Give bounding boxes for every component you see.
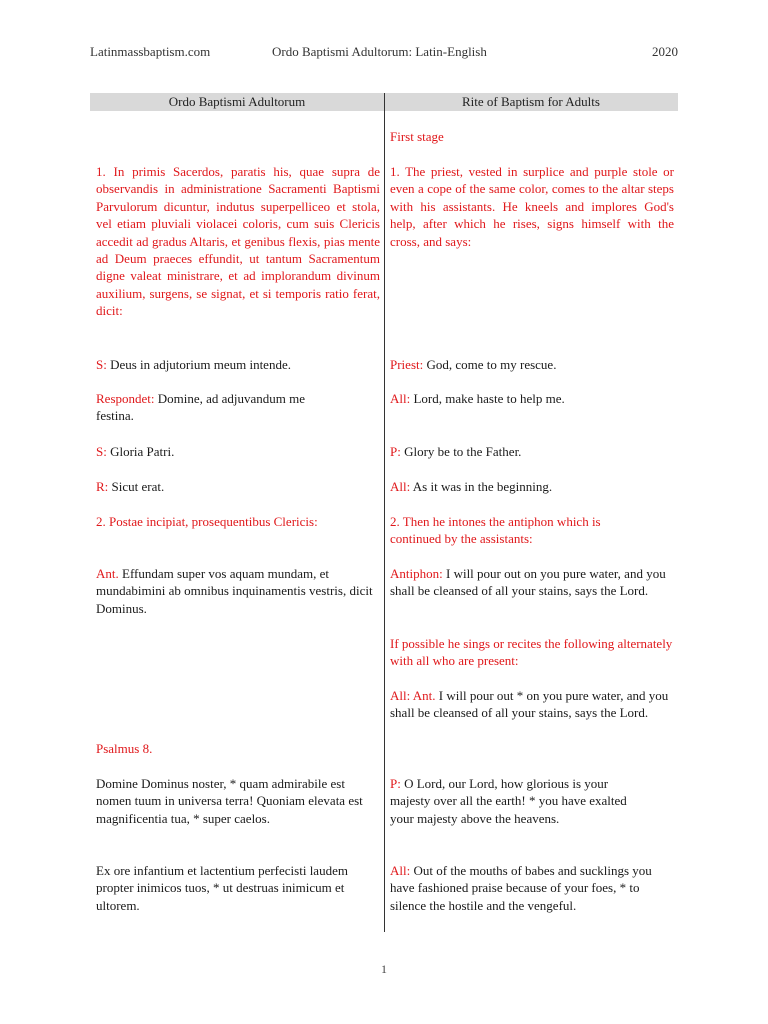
right-antiphon-repeat [390, 687, 674, 722]
verse-text: Sicut erat. [108, 479, 165, 494]
speaker-label: P: [390, 444, 401, 459]
verse-text: I will pour out on you pure water, and you shall be cleansed of all your stains, says the Lord. [390, 566, 666, 599]
speaker-label: All: [390, 863, 411, 878]
right-rubric-1: 1. The priest, vested in surplice and purple stole or even a cope of the same color, comes to the altar steps with his assistants. He kneels and implores God's help, after which he rises, signs himself with the cross, and says: [390, 164, 674, 249]
speaker-label: All: [390, 391, 411, 406]
verse-text: Effundam super vos aquam mundam, et mundabimini ab omnibus inquinamentis vestris, dicit Dominus. [96, 566, 373, 616]
column-header-latin: Ordo Baptismi Adultorum [168, 94, 306, 109]
verse-text: O Lord, our Lord, how glorious is your majesty over all the earth! * you have exalted your majesty above the heavens. [390, 776, 627, 826]
left-antiphon [96, 565, 380, 617]
right-psalm-verse-1 [390, 775, 650, 827]
left-rubric-1: 1. In primis Sacerdos, paratis his, quae supra de observandis in administratione Sacramenti Baptismi Parvulorum dicuntur, indutus superpelliceo et stola, vel etiam pluviali violacei coloris, cum suis Clericis accedit ad gradus Altaris, et genibus flexis, pias mente ad Deum praeces effundit, ut tantum Sacramentum digne valeat ministrare, et ad implorandum divinum auxilium, surgens, se signat, et si temporis ratio ferat, dicit: [96, 164, 380, 319]
verse-text: Lord, make haste to help me. [410, 391, 565, 406]
column-divider [384, 93, 385, 932]
verse-text: God, come to my rescue. [423, 357, 557, 372]
verse-text: I will pour out * on you pure water, and you shall be cleansed of all your stains, says the Lord. [390, 688, 669, 721]
column-header-english: Rite of Baptism for Adults [462, 94, 600, 109]
left-rubric-2: 2. Postae incipiat, prosequentibus Clericis: [96, 514, 318, 529]
left-versicle-2 [96, 356, 380, 373]
right-psalm-verse-2 [390, 862, 674, 914]
right-response-3 [390, 390, 674, 407]
verse-text: Gloria Patri. [106, 444, 175, 459]
speaker-label: R: [96, 479, 109, 494]
left-psalm-heading: Psalmus 8. [96, 741, 153, 756]
speaker-label: S: [96, 444, 107, 459]
speaker-label: Antiphon: [390, 566, 443, 581]
speaker-label: Priest: [390, 357, 424, 372]
verse-text: Domine, ad adjuvandum me festina. [96, 391, 306, 424]
left-psalm-verse-1: Domine Dominus noster, * quam admirabile est nomen tuum in universa terra! Quoniam elevata est magnificentia tua, * super caelos. [96, 776, 363, 826]
speaker-label: Ant. [96, 566, 119, 581]
left-versicle-4 [96, 443, 380, 460]
speaker-label: All: Ant. [390, 688, 436, 703]
left-psalm-verse-2: Ex ore infantium et lactentium perfecisti laudem propter inimicos tuos, * ut destruas inimicum et ultorem. [96, 863, 348, 913]
page-number: 1 [381, 962, 387, 976]
right-antiphon [390, 565, 674, 600]
verse-text: Deus in adjutorium meum intende. [106, 357, 291, 372]
verse-text: As it was in the beginning. [410, 479, 553, 494]
speaker-label: All: [390, 479, 411, 494]
left-response-3 [96, 390, 346, 425]
right-stage-heading: First stage [390, 129, 444, 144]
right-rubric-3: If possible he sings or recites the following alternately with all who are present: [390, 636, 673, 669]
header-year: 2020 [652, 44, 678, 59]
right-response-5 [390, 478, 674, 495]
right-rubric-2: 2. Then he intones the antiphon which is continued by the assistants: [390, 514, 601, 547]
speaker-label: Respondet: [96, 391, 155, 406]
right-versicle-4 [390, 443, 674, 460]
speaker-label: S: [96, 357, 107, 372]
header-site: Latinmassbaptism.com [90, 44, 211, 59]
verse-text: Glory be to the Father. [400, 444, 522, 459]
left-response-5 [96, 478, 380, 495]
verse-text: Out of the mouths of babes and sucklings you have fashioned praise because of your foes, * to silence the hostile and the vengeful. [390, 863, 652, 913]
right-versicle-2 [390, 356, 674, 373]
speaker-label: P: [390, 776, 401, 791]
header-title: Ordo Baptismi Adultorum: Latin-English [272, 44, 487, 59]
